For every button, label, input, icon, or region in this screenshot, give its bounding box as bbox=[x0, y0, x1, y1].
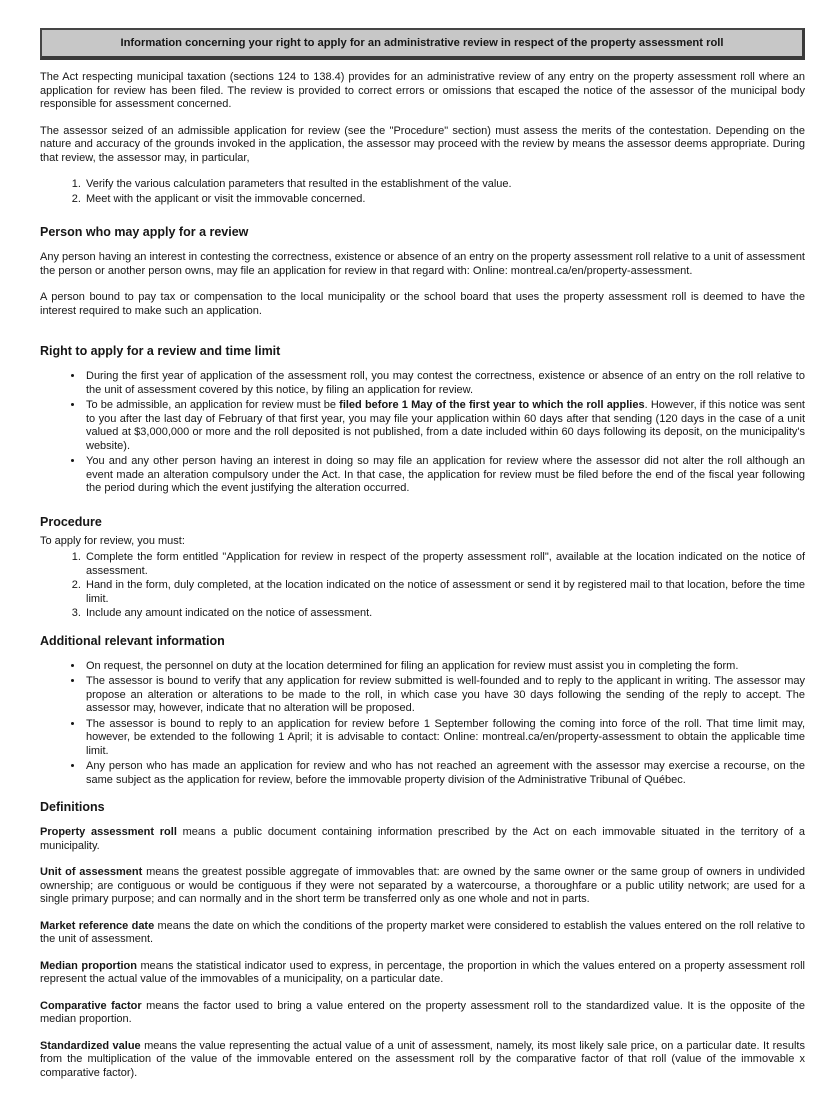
procedure-steps-list bbox=[40, 551, 805, 621]
section-heading-definitions: Definitions bbox=[40, 800, 105, 814]
list-item: 2. Hand in the form, duly completed, at the location indicated on the notice of assessment or send it by registered mail to that location, before the time limit. bbox=[84, 579, 805, 606]
right-to-apply-list bbox=[40, 370, 805, 496]
definition-text: means the statistical indicator used to express, in percentage, the proportion in which the values entered on a property assessment roll represent the actual value of the immovables of a municipality, on a particular date. bbox=[40, 959, 805, 985]
definition-text: means the value representing the actual value of a unit of assessment, namely, its most likely sale price, on a particular date. It results from the multiplication of the value of the immovable entered on the assessment roll by the comparative factor of that roll (value of the immovable x comparative factor). bbox=[40, 1039, 805, 1079]
bullet-text-post: . However, if this notice was sent to you after the last day of February of that first year, you may file your application within 60 days after that sending (120 days in the case of a unit valued at $3,000,000 or more and the roll deposited is not published, from a date included within 60 days following its deposit, on the municipality's website). bbox=[86, 399, 805, 452]
definition-term: Standardized value bbox=[40, 1039, 141, 1052]
list-item: 1. Complete the form entitled "Application for review in respect of the property assessment roll", available at the location indicated on the notice of assessment. bbox=[84, 551, 805, 578]
definition-term: Median proportion bbox=[40, 959, 137, 972]
procedure-intro: To apply for review, you must: bbox=[40, 534, 185, 547]
list-item bbox=[84, 399, 805, 453]
definition-term: Property assessment roll bbox=[40, 826, 177, 838]
definition-term: Comparative factor bbox=[40, 999, 142, 1012]
list-item: • On request, the personnel on duty at the location determined for filing an application for review must assist you in completing the form. bbox=[84, 660, 805, 674]
definition-unit-of-assessment bbox=[40, 866, 805, 907]
list-item: • Any person who has made an application for review and who has not reached an agreement with the assessor may exercise a recourse, on the same subject as the application for review, before the immovable property division of the Administrative Tribunal of Québec. bbox=[84, 760, 805, 787]
document-title: Information concerning your right to apply for an administrative review in respect of the property assessment roll bbox=[120, 37, 724, 49]
bullet-text-bold: filed before 1 May of the first year to which the roll applies bbox=[339, 399, 645, 411]
bullet-text-pre: To be admissible, an application for review must be bbox=[86, 399, 340, 411]
definition-text: means a public document containing information prescribed by the Act on each immovable situated in the territory of a municipality. bbox=[40, 826, 805, 852]
person-paragraph-1: Any person having an interest in contesting the correctness, existence or absence of an entry on the property assessment roll relative to a unit of assessment the person or another person owns, may file an application for review in that regard with: Online: montreal.ca/en/property-assessment. bbox=[40, 251, 805, 277]
definition-standardized-value bbox=[40, 1040, 805, 1081]
definition-term: Unit of assessment bbox=[40, 866, 143, 878]
additional-info-list bbox=[40, 660, 805, 788]
definition-text: means the factor used to bring a value entered on the property assessment roll to the standardized value. It is the opposite of the median proportion. bbox=[40, 999, 805, 1025]
definition-median-proportion bbox=[40, 960, 805, 987]
person-paragraph-2: A person bound to pay tax or compensation to the local municipality or the school board that uses the property assessment roll is deemed to have the interest required to make such an application. bbox=[40, 291, 805, 317]
list-item: • You and any other person having an interest in doing so may file an application for review where the assessor did not alter the roll although an event made an alteration compulsory under the Act. In that case, the application for review must be filed before the end of the fiscal year following the period during which the event justifying the alteration occurred. bbox=[84, 455, 805, 496]
list-item: 1. Verify the various calculation parameters that resulted in the establishment of the value. bbox=[84, 178, 805, 192]
section-heading-right-to-apply: Right to apply for a review and time limit bbox=[40, 344, 281, 358]
list-item: • The assessor is bound to verify that any application for review submitted is well-founded and to reply to the applicant in writing. The assessor may propose an alteration or alterations to be made to the roll, in which case you have 30 days following the sending of the reply to accept. The assessor may, however, indicate that no alteration will be proposed. bbox=[84, 675, 805, 716]
list-item: 3. Include any amount indicated on the notice of assessment. bbox=[84, 607, 805, 621]
section-heading-person: Person who may apply for a review bbox=[40, 225, 249, 239]
definition-property-assessment-roll bbox=[40, 826, 805, 853]
list-item: • The assessor is bound to reply to an application for review before 1 September following the coming into force of the roll. That time limit may, however, be extended to the following 1 April; it is advisable to contact: Online: montreal.ca/en/property-assessment to obtain the applicable time limit. bbox=[84, 718, 805, 759]
section-heading-additional-info: Additional relevant information bbox=[40, 633, 225, 648]
intro-paragraph-1: The Act respecting municipal taxation (sections 124 to 138.4) provides for an administrative review of any entry on the property assessment roll where an application for review has been filed. The review is provided to correct errors or omissions that escaped the notice of the assessor of the municipal body responsible for assessment concerned. bbox=[40, 71, 805, 110]
list-item: • During the first year of application of the assessment roll, you may contest the correctness, existence or absence of an entry on the roll relative to the unit of assessment covered by this notice, by filing an application for review. bbox=[84, 370, 805, 397]
definition-comparative-factor bbox=[40, 1000, 805, 1027]
section-heading-procedure: Procedure bbox=[40, 514, 102, 529]
intro-paragraph-2: The assessor seized of an admissible application for review (see the "Procedure" section) must assess the merits of the contestation. Depending on the nature and accuracy of the grounds invoked in the application, the assessor may proceed with the review by means the assessor deems appropriate. During that review, the assessor may, in particular, bbox=[40, 124, 805, 164]
assessor-actions-list bbox=[40, 178, 805, 206]
definition-term: Market reference date bbox=[40, 919, 155, 932]
definition-text: means the greatest possible aggregate of immovables that: are owned by the same owner or the same group of owners in undivided ownership; are contiguous or would be contiguous if they were not separated by a watercourse, a thoroughfare or a public utility network; are used for a single primary purpose; and can normally and in the short term be transferred only as one whole and not in parts. bbox=[40, 866, 805, 905]
document-title-banner bbox=[40, 28, 805, 60]
definition-text: means the date on which the conditions of the property market were considered to establish the values entered on the roll relative to the unit of assessment. bbox=[40, 919, 805, 945]
definition-market-reference-date bbox=[40, 920, 805, 947]
list-item: 2. Meet with the applicant or visit the immovable concerned. bbox=[84, 193, 805, 207]
